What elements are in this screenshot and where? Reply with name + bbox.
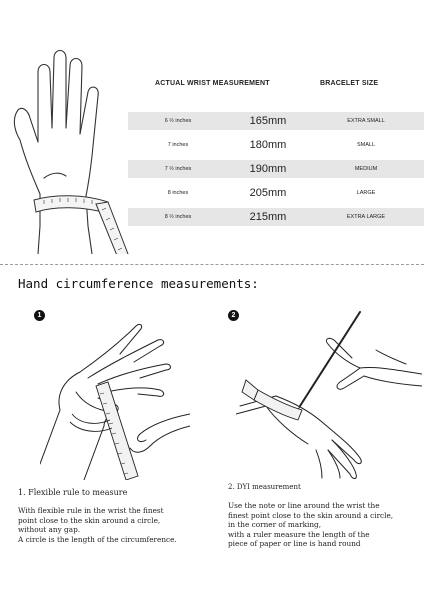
bracelet-size: EXTRA LARGE	[346, 214, 386, 220]
table-row	[128, 136, 424, 154]
wrist-inches: 7 inches	[167, 142, 189, 148]
wrist-mm: 205mm	[249, 187, 287, 199]
section-divider	[0, 264, 424, 265]
step-2-line: finest point close to the skin around a circle,	[228, 510, 394, 520]
table-row	[128, 112, 424, 130]
step-1-description	[18, 506, 223, 544]
step-2-line: Use the note or line around the wrist the	[228, 501, 380, 510]
wrist-mm: 215mm	[249, 211, 287, 223]
step-1-caption: 1. Flexible rule to measure	[18, 488, 128, 497]
step-1-line: With flexible rule in the wrist the finest	[18, 506, 164, 515]
step-1-line: point close to the skin around a circle,	[18, 515, 161, 525]
wrist-mm: 190mm	[249, 163, 287, 175]
table-row	[128, 208, 424, 226]
step-1-line: A circle is the length of the circumference.	[18, 534, 177, 544]
flexible-rule-illustration	[40, 314, 190, 480]
step-2-description	[228, 501, 424, 549]
step-2-line: in the corner of marking,	[228, 520, 322, 530]
step-2-line: with a ruler measure the length of the	[228, 529, 370, 539]
table-row	[128, 160, 424, 178]
bracelet-size: MEDIUM	[354, 166, 378, 172]
wrist-inches: 8 inches	[167, 190, 189, 196]
bracelet-size: SMALL	[356, 142, 376, 148]
table-header-size: BRACELET SIZE	[320, 80, 379, 87]
step-number-1: 1	[34, 310, 45, 321]
wrist-mm: 165mm	[249, 115, 287, 127]
step-2-line: piece of paper or line is hand round	[228, 539, 361, 549]
wrist-mm: 180mm	[249, 139, 287, 151]
hand-tape-illustration	[4, 44, 130, 254]
table-row	[128, 184, 424, 202]
wrist-inches: 6 ½ inches	[164, 118, 192, 124]
dyi-measurement-illustration	[236, 310, 422, 480]
wrist-inches: 8 ½ inches	[164, 214, 192, 220]
step-number-2: 2	[228, 310, 239, 321]
section-title: Hand circumference measurements:	[18, 276, 259, 291]
bracelet-size: EXTRA SMALL	[347, 118, 385, 124]
bracelet-size: LARGE	[356, 190, 376, 196]
step-2-caption: 2. DYI measurement	[228, 483, 301, 491]
table-header-wrist: ACTUAL WRIST MEASUREMENT	[155, 80, 270, 87]
step-1-line: without any gap.	[18, 525, 81, 535]
wrist-inches: 7 ½ inches	[164, 166, 192, 172]
